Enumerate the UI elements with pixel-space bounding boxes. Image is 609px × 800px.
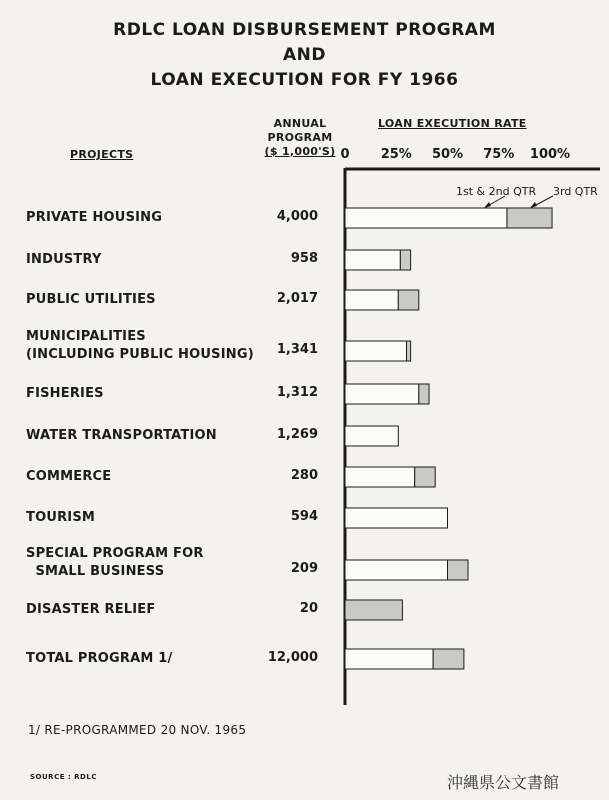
x-tick-label: 100% [529, 147, 571, 162]
category-label: FISHERIES [26, 386, 104, 401]
category-label: PRIVATE HOUSING [26, 210, 163, 225]
annual-program-value: 12,000 [267, 650, 318, 665]
x-tick-label: 50% [431, 147, 464, 162]
category-label: COMMERCE [26, 469, 112, 484]
bar-q12 [345, 426, 398, 446]
x-tick-label: 0 [340, 147, 350, 162]
bar-q3 [419, 384, 429, 404]
category-label: INDUSTRY [26, 252, 102, 267]
chart-title-line-3: LOAN EXECUTION FOR FY 1966 [150, 70, 459, 90]
bar-q3 [345, 600, 402, 620]
legend-q12-label: 1st & 2nd QTR [456, 185, 537, 198]
bar-q3 [507, 208, 552, 228]
source-note: SOURCE : RDLC [30, 773, 97, 781]
footnote: 1/ RE-PROGRAMMED 20 NOV. 1965 [28, 723, 247, 737]
archive-stamp: 沖縄県公文書館 [447, 773, 560, 792]
bar-q12 [345, 290, 398, 310]
bar-q3 [433, 649, 464, 669]
annual-program-value: 958 [290, 251, 318, 266]
annual-program-value: 1,341 [276, 342, 318, 357]
legend-q3-label: 3rd QTR [553, 185, 598, 198]
category-label: PUBLIC UTILITIES [26, 292, 156, 307]
bar-q12 [345, 341, 407, 361]
bar-q12 [345, 560, 448, 580]
legend-q12-arrowhead [484, 202, 491, 208]
projects-header: PROJECTS [70, 148, 134, 161]
execution-rate-header: LOAN EXECUTION RATE [378, 117, 527, 130]
bar-q3 [407, 341, 411, 361]
category-label: TOURISM [26, 510, 96, 525]
bar-q3 [400, 250, 410, 270]
annual-program-value: 1,312 [276, 385, 318, 400]
annual-program-header-line-3: ($ 1,000'S) [264, 145, 336, 158]
x-tick-label: 25% [380, 147, 412, 162]
bar-q3 [448, 560, 469, 580]
annual-program-value: 4,000 [276, 209, 318, 224]
chart-title-line-1: RDLC LOAN DISBURSEMENT PROGRAM [113, 20, 496, 40]
legend-q3-arrowhead [530, 202, 537, 208]
annual-program-value: 2,017 [276, 291, 318, 306]
bar-q12 [345, 649, 433, 669]
category-label: WATER TRANSPORTATION [26, 428, 217, 443]
category-label: TOTAL PROGRAM 1/ [26, 651, 173, 666]
bar-q12 [345, 467, 415, 487]
annual-program-header-line-1: ANNUAL [273, 117, 327, 130]
bar-q12 [345, 508, 448, 528]
annual-program-value: 1,269 [276, 427, 318, 442]
annual-program-header-line-2: PROGRAM [267, 131, 333, 144]
annual-program-value: 20 [299, 601, 318, 616]
bar-q12 [345, 384, 419, 404]
annual-program-value: 209 [290, 561, 318, 576]
bar-q12 [345, 250, 400, 270]
category-label: SPECIAL PROGRAM FOR SMALL BUSINESS [26, 546, 204, 579]
bar-q3 [398, 290, 419, 310]
category-label: MUNICIPALITIES (INCLUDING PUBLIC HOUSING) [26, 329, 254, 362]
category-label: DISASTER RELIEF [26, 602, 156, 617]
x-tick-label: 75% [483, 147, 515, 162]
chart-title-line-2: AND [283, 45, 326, 65]
annual-program-value: 280 [290, 468, 318, 483]
bar-q3 [415, 467, 436, 487]
bar-q12 [345, 208, 507, 228]
annual-program-value: 594 [290, 509, 318, 524]
